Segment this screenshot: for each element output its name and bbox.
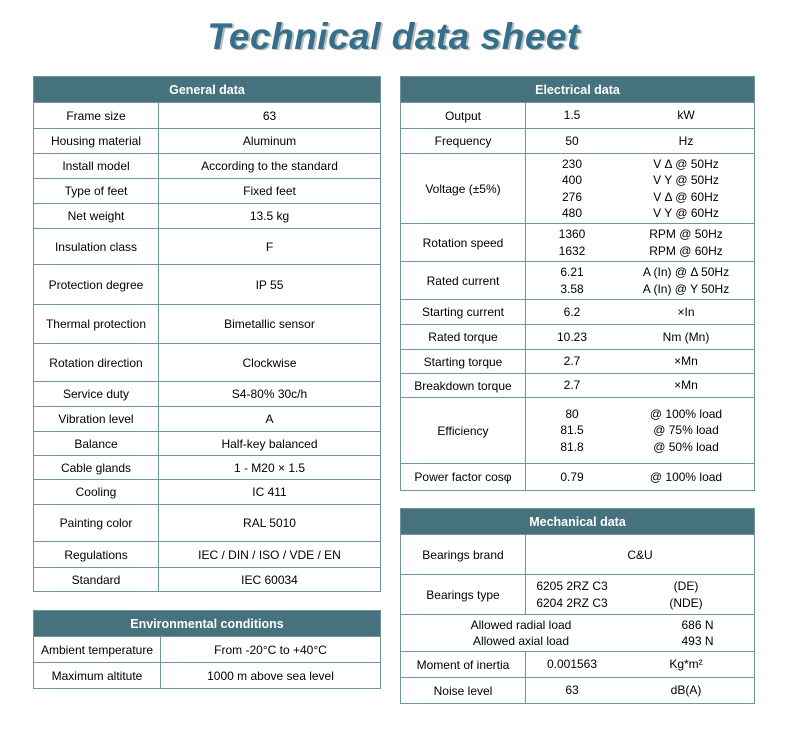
table-row xyxy=(401,534,754,574)
row-unit xyxy=(618,224,754,261)
row-value: From -20°C to +40°C xyxy=(214,642,327,657)
row-label: Rated torque xyxy=(401,325,526,349)
row-label: Rated current xyxy=(401,262,526,299)
mechanical-table-header: Mechanical data xyxy=(401,509,754,534)
general-data-table xyxy=(33,76,381,592)
row-value: Bimetallic sensor xyxy=(224,317,315,331)
row-label: Painting color xyxy=(34,505,159,541)
row-label: Frame size xyxy=(34,103,159,128)
table-row xyxy=(34,203,380,228)
table-row xyxy=(34,636,380,662)
row-unit-line: kW xyxy=(677,108,695,123)
row-label: Starting torque xyxy=(401,350,526,373)
row-value-line: 50 xyxy=(565,133,579,148)
row-value xyxy=(526,129,618,153)
row-unit xyxy=(618,325,754,349)
row-unit-line: @ 50% load xyxy=(653,439,719,454)
table-row xyxy=(34,228,380,264)
row-unit xyxy=(641,615,754,651)
page-title: Technical data sheet xyxy=(207,16,580,57)
mechanical-data-table xyxy=(400,508,755,704)
row-unit-line: @ 100% load xyxy=(649,469,723,484)
row-unit xyxy=(618,300,754,324)
row-label-line: Allowed radial load xyxy=(470,617,572,632)
row-label: Type of feet xyxy=(34,179,159,203)
row-unit-line: V Y @ 50Hz xyxy=(653,173,719,187)
row-label: Frequency xyxy=(401,129,526,153)
row-label: Net weight xyxy=(34,204,159,228)
table-row xyxy=(401,349,754,373)
row-value xyxy=(526,224,618,261)
row-value-line: 1360 xyxy=(558,227,586,241)
environmental-table-header: Environmental conditions xyxy=(34,611,380,636)
row-label: Housing material xyxy=(34,129,159,153)
table-row xyxy=(34,153,380,178)
row-unit-line: A (In) @ Δ 50Hz xyxy=(642,265,730,279)
row-label: Output xyxy=(401,103,526,128)
row-value xyxy=(526,575,618,614)
row-value xyxy=(526,350,618,373)
environmental-conditions-table xyxy=(33,610,381,689)
row-value: IEC 60034 xyxy=(241,572,298,587)
row-label: Balance xyxy=(34,432,159,455)
table-row xyxy=(34,178,380,203)
row-unit-line: ×In xyxy=(677,304,695,319)
row-value: C&U xyxy=(627,547,653,562)
row-unit xyxy=(618,678,754,703)
table-row xyxy=(401,102,754,128)
row-label-line: Allowed axial load xyxy=(472,634,570,648)
row-value xyxy=(526,398,618,463)
row-label: Install model xyxy=(34,154,159,178)
row-value-line: 480 xyxy=(561,206,583,220)
row-unit-line: 493 N xyxy=(681,634,714,648)
row-label: Rotation speed xyxy=(401,224,526,261)
table-row xyxy=(401,574,754,614)
row-value-line: 6.2 xyxy=(563,304,581,319)
row-value xyxy=(526,464,618,490)
row-label: Insulation class xyxy=(34,229,159,264)
row-unit-line: V Y @ 60Hz xyxy=(653,206,719,220)
table-row xyxy=(401,397,754,463)
row-label xyxy=(401,615,641,651)
row-value-line: 6.21 xyxy=(560,265,584,279)
row-unit-line: RPM @ 50Hz xyxy=(649,227,723,241)
row-label: Thermal protection xyxy=(34,305,159,343)
row-value-line: 0.79 xyxy=(560,469,584,484)
table-row xyxy=(401,373,754,397)
row-unit-line: V Δ @ 50Hz xyxy=(653,156,719,171)
table-row xyxy=(401,677,754,703)
row-unit xyxy=(618,652,754,677)
row-value-line: 81.8 xyxy=(560,439,584,454)
row-label: Cooling xyxy=(34,480,159,504)
row-unit-line: Hz xyxy=(678,133,694,148)
row-value: Clockwise xyxy=(242,355,297,370)
row-label: Starting current xyxy=(401,300,526,324)
electrical-table-header: Electrical data xyxy=(401,77,754,102)
row-value: F xyxy=(265,239,274,254)
row-unit xyxy=(618,262,754,299)
table-row xyxy=(401,614,754,651)
row-unit-line: A (In) @ Y 50Hz xyxy=(642,281,730,296)
table-row xyxy=(34,662,380,688)
row-value-line: 2.7 xyxy=(563,378,581,393)
row-value-line: 63 xyxy=(565,683,579,698)
row-value xyxy=(526,300,618,324)
row-unit-line: ×Mn xyxy=(674,354,698,369)
table-row xyxy=(34,455,380,479)
row-unit-line: Kg*m² xyxy=(669,657,703,672)
row-unit-line: RPM @ 60Hz xyxy=(649,243,723,258)
table-row xyxy=(401,261,754,299)
table-row xyxy=(401,299,754,324)
table-row xyxy=(34,264,380,304)
row-value-line: 230 xyxy=(561,156,583,171)
row-unit xyxy=(618,129,754,153)
row-unit xyxy=(618,103,754,128)
row-unit xyxy=(618,154,754,223)
row-label: Breakdown torque xyxy=(401,374,526,397)
row-value: Aluminum xyxy=(242,134,297,148)
row-value-line: 80 xyxy=(565,406,579,421)
row-unit xyxy=(618,398,754,463)
row-unit xyxy=(618,464,754,490)
row-label: Regulations xyxy=(34,542,159,567)
row-value: 13.5 kg xyxy=(249,209,290,223)
row-label: Rotation direction xyxy=(34,344,159,381)
table-row xyxy=(34,479,380,504)
row-unit-line: (NDE) xyxy=(669,595,703,610)
row-value: 1 - M20 × 1.5 xyxy=(233,460,306,475)
general-table-header: General data xyxy=(34,77,380,102)
table-row xyxy=(401,223,754,261)
table-row xyxy=(34,431,380,455)
row-unit-line: 686 N xyxy=(681,617,714,632)
row-value xyxy=(526,325,618,349)
row-unit xyxy=(618,575,754,614)
row-value-line: 3.58 xyxy=(560,281,584,296)
row-label: Power factor cosφ xyxy=(401,464,526,490)
row-unit xyxy=(618,350,754,373)
row-unit-line: @ 75% load xyxy=(653,423,719,438)
row-value: RAL 5010 xyxy=(243,516,296,530)
row-value xyxy=(526,103,618,128)
electrical-data-table xyxy=(400,76,755,491)
row-unit-line: dB(A) xyxy=(670,683,702,698)
row-unit-line: @ 100% load xyxy=(649,406,723,421)
row-value-line: 1.5 xyxy=(563,108,581,123)
row-value-line: 276 xyxy=(561,189,583,204)
table-row xyxy=(34,406,380,431)
row-value: 63 xyxy=(262,108,277,123)
row-value: IC 411 xyxy=(252,485,287,499)
row-value-line: 400 xyxy=(561,173,583,187)
table-row xyxy=(401,128,754,153)
row-label: Cable glands xyxy=(34,456,159,479)
row-label: Vibration level xyxy=(34,407,159,431)
row-value: IEC / DIN / ISO / VDE / EN xyxy=(198,547,341,562)
row-value-line: 6204 2RZ C3 xyxy=(536,595,608,610)
row-value-line: 10.23 xyxy=(556,329,588,344)
row-value xyxy=(526,262,618,299)
table-row xyxy=(34,343,380,381)
row-unit-line: Nm (Mn) xyxy=(662,329,710,344)
table-row xyxy=(34,304,380,343)
row-value-line: 81.5 xyxy=(560,423,584,438)
row-value xyxy=(526,374,618,397)
row-value: A xyxy=(265,412,274,426)
table-row xyxy=(34,381,380,406)
table-row xyxy=(401,463,754,490)
row-value-line: 1632 xyxy=(558,243,586,258)
row-unit-line: (DE) xyxy=(673,579,699,593)
row-label: Maximum altitute xyxy=(34,663,161,688)
table-row xyxy=(401,651,754,677)
row-value xyxy=(526,678,618,703)
table-row xyxy=(34,102,380,128)
row-label: Moment of inertia xyxy=(401,652,526,677)
row-unit xyxy=(618,374,754,397)
row-label: Bearings brand xyxy=(401,535,526,574)
row-value-line: 0.001563 xyxy=(546,657,598,672)
row-value: Fixed feet xyxy=(243,184,296,198)
row-value: S4-80% 30c/h xyxy=(231,387,308,401)
row-label: Voltage (±5%) xyxy=(401,154,526,223)
row-value: 1000 m above sea level xyxy=(207,668,334,683)
row-label: Efficiency xyxy=(401,398,526,463)
row-value: According to the standard xyxy=(201,159,338,173)
row-unit-line: V Δ @ 60Hz xyxy=(653,189,719,204)
table-row xyxy=(34,128,380,153)
table-row xyxy=(34,541,380,567)
row-label: Protection degree xyxy=(34,265,159,304)
table-row xyxy=(34,504,380,541)
row-value-line: 2.7 xyxy=(563,354,581,369)
row-label: Noise level xyxy=(401,678,526,703)
row-value: IP 55 xyxy=(255,277,284,292)
table-row xyxy=(401,324,754,349)
row-value xyxy=(526,154,618,223)
row-label: Ambient temperature xyxy=(34,637,161,662)
row-label: Service duty xyxy=(34,382,159,406)
row-value xyxy=(526,652,618,677)
row-unit-line: ×Mn xyxy=(674,378,698,393)
row-label: Bearings type xyxy=(401,575,526,614)
table-row xyxy=(401,153,754,223)
table-row xyxy=(34,567,380,591)
row-label: Standard xyxy=(34,568,159,591)
row-value-line: 6205 2RZ C3 xyxy=(536,579,608,593)
row-value: Half-key balanced xyxy=(221,436,318,451)
